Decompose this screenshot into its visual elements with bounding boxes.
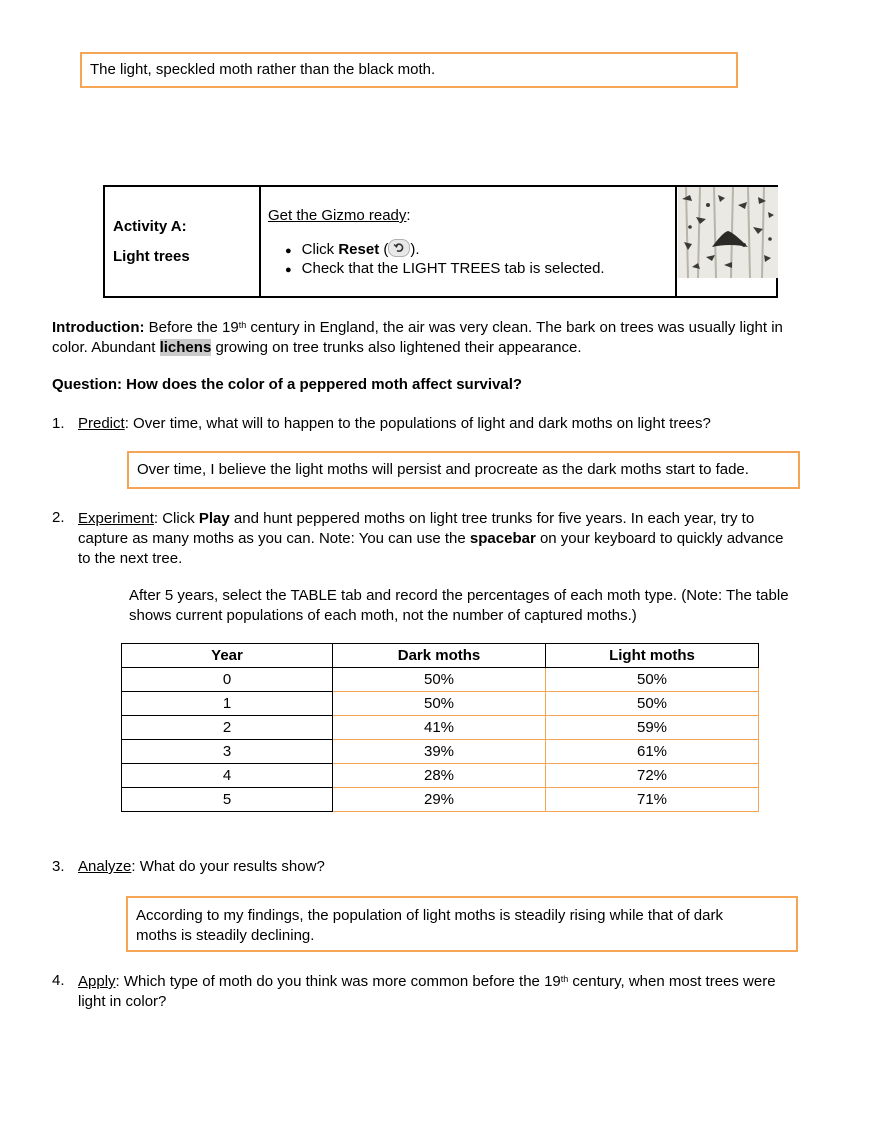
- q2-prompt: [78, 509, 848, 569]
- q1-prompt: [78, 415, 711, 432]
- dark-moths-cell[interactable]: 50%: [333, 692, 546, 716]
- moth-image-cell: [675, 187, 776, 296]
- header-dark-moths: Dark moths: [333, 644, 546, 668]
- gizmo-ready-heading: [268, 207, 411, 224]
- dark-moths-cell[interactable]: 28%: [333, 764, 546, 788]
- dark-moths-cell[interactable]: 29%: [333, 788, 546, 812]
- q2-number: 2.: [52, 509, 65, 526]
- question-heading: Question: How does the color of a peppered moth affect survival?: [52, 376, 523, 393]
- q2-line-3: to the next tree.: [78, 550, 183, 567]
- q3-label: Analyze: [78, 858, 132, 875]
- q2-bold: spacebar: [469, 530, 536, 547]
- peppered-moth-image: [678, 187, 778, 278]
- answer-box-analyze[interactable]: [126, 896, 798, 952]
- gizmo-ready-colon: :: [406, 207, 411, 224]
- header-light-moths: Light moths: [546, 644, 759, 668]
- q2-instructions: [129, 586, 859, 626]
- header-year: Year: [122, 644, 333, 668]
- dark-moths-cell[interactable]: 50%: [333, 668, 546, 692]
- intro-text: century in England, the air was very clean. The bark on trees was usually light in: [246, 319, 783, 336]
- q3-number: 3.: [52, 858, 65, 875]
- q2-text: on your keyboard to quickly advance: [535, 530, 784, 547]
- light-moths-cell[interactable]: 61%: [546, 740, 759, 764]
- table-header-row: [122, 644, 759, 668]
- year-cell: 5: [122, 788, 333, 812]
- light-moths-cell[interactable]: 59%: [546, 716, 759, 740]
- q2-line-1: [78, 509, 848, 529]
- reset-icon: [388, 239, 410, 257]
- intro-text: Before the 19: [144, 319, 239, 336]
- bullet: ●: [285, 245, 292, 257]
- q3-prompt: [78, 858, 325, 875]
- step-reset-bold: Reset: [338, 241, 380, 258]
- lichens-highlight: lichens: [159, 339, 212, 356]
- q2-label: Experiment: [78, 510, 154, 527]
- q4-text: century, when most trees were: [568, 973, 776, 990]
- q2-text: and hunt peppered moths on light tree trunks for five years. In each year, try to: [229, 510, 755, 527]
- moth-population-table: [121, 643, 759, 812]
- activity-table: [103, 185, 778, 298]
- year-cell: 1: [122, 692, 333, 716]
- year-cell: 3: [122, 740, 333, 764]
- table-row: [122, 764, 759, 788]
- activity-title: Activity A:: [113, 218, 187, 235]
- table-row: [122, 716, 759, 740]
- intro-text: growing on tree trunks also lightened their appearance.: [211, 339, 582, 356]
- gizmo-ready-label: Get the Gizmo ready: [268, 207, 407, 224]
- q4-text: : Which type of moth do you think was more common before the 19: [115, 973, 561, 990]
- q1-text: : Over time, what will to happen to the populations of light and dark moths on light trees?: [124, 415, 711, 432]
- q2-bold: Play: [198, 510, 230, 527]
- step-reset-close: ).: [410, 241, 420, 258]
- activity-subtitle: Light trees: [113, 248, 190, 265]
- year-cell: 2: [122, 716, 333, 740]
- q2-after-line-2: shows current populations of each moth, not the number of captured moths.): [129, 607, 637, 624]
- answer-box-predict[interactable]: [127, 451, 800, 489]
- q2-text: capture as many moths as you can. Note: You can use the: [78, 530, 470, 547]
- q3-text: : What do your results show?: [131, 858, 325, 875]
- light-moths-cell[interactable]: 72%: [546, 764, 759, 788]
- q4-line-2: light in color?: [78, 993, 167, 1010]
- step-light-trees: [285, 260, 605, 277]
- q4-sup: th: [560, 974, 569, 984]
- table-row: [122, 740, 759, 764]
- q1-label: Predict: [78, 415, 125, 432]
- q1-number: 1.: [52, 415, 65, 432]
- q4-number: 4.: [52, 972, 65, 989]
- intro-label: Introduction:: [52, 319, 145, 336]
- table-row: [122, 692, 759, 716]
- intro-line-2: [52, 338, 852, 358]
- light-moths-cell[interactable]: 71%: [546, 788, 759, 812]
- dark-moths-cell[interactable]: 39%: [333, 740, 546, 764]
- step-reset: [285, 239, 420, 258]
- q4-prompt: [78, 972, 848, 1012]
- year-cell: 4: [122, 764, 333, 788]
- q2-text: : Click: [153, 510, 199, 527]
- step-reset-open: (: [379, 241, 389, 258]
- light-moths-cell[interactable]: 50%: [546, 692, 759, 716]
- answer-text: The light, speckled moth rather than the black moth.: [90, 61, 436, 78]
- dark-moths-cell[interactable]: 41%: [333, 716, 546, 740]
- activity-title-cell: [105, 187, 261, 296]
- table-row: [122, 788, 759, 812]
- intro-sup: th: [238, 320, 247, 330]
- answer-text: moths is steadily declining.: [136, 927, 315, 944]
- step-reset-pre: Click: [301, 241, 339, 258]
- table-row: [122, 668, 759, 692]
- answer-text: Over time, I believe the light moths will persist and procreate as the dark moths start to fade.: [137, 461, 749, 478]
- year-cell: 0: [122, 668, 333, 692]
- light-moths-cell[interactable]: 50%: [546, 668, 759, 692]
- q4-line-1: [78, 972, 848, 992]
- answer-box-previous[interactable]: [80, 52, 738, 88]
- answer-text: According to my findings, the population of light moths is steadily rising while that of dark: [136, 907, 723, 924]
- intro-text: color. Abundant: [52, 339, 160, 356]
- q2-after-line-1: After 5 years, select the TABLE tab and record the percentages of each moth type. (Note: The table: [129, 587, 789, 604]
- introduction-paragraph: [52, 318, 852, 358]
- intro-line-1: [52, 318, 852, 338]
- q4-label: Apply: [78, 973, 116, 990]
- q2-line-2: [78, 529, 848, 549]
- step-light-trees-text: Check that the LIGHT TREES tab is selected.: [301, 260, 605, 277]
- bullet: ●: [285, 264, 292, 276]
